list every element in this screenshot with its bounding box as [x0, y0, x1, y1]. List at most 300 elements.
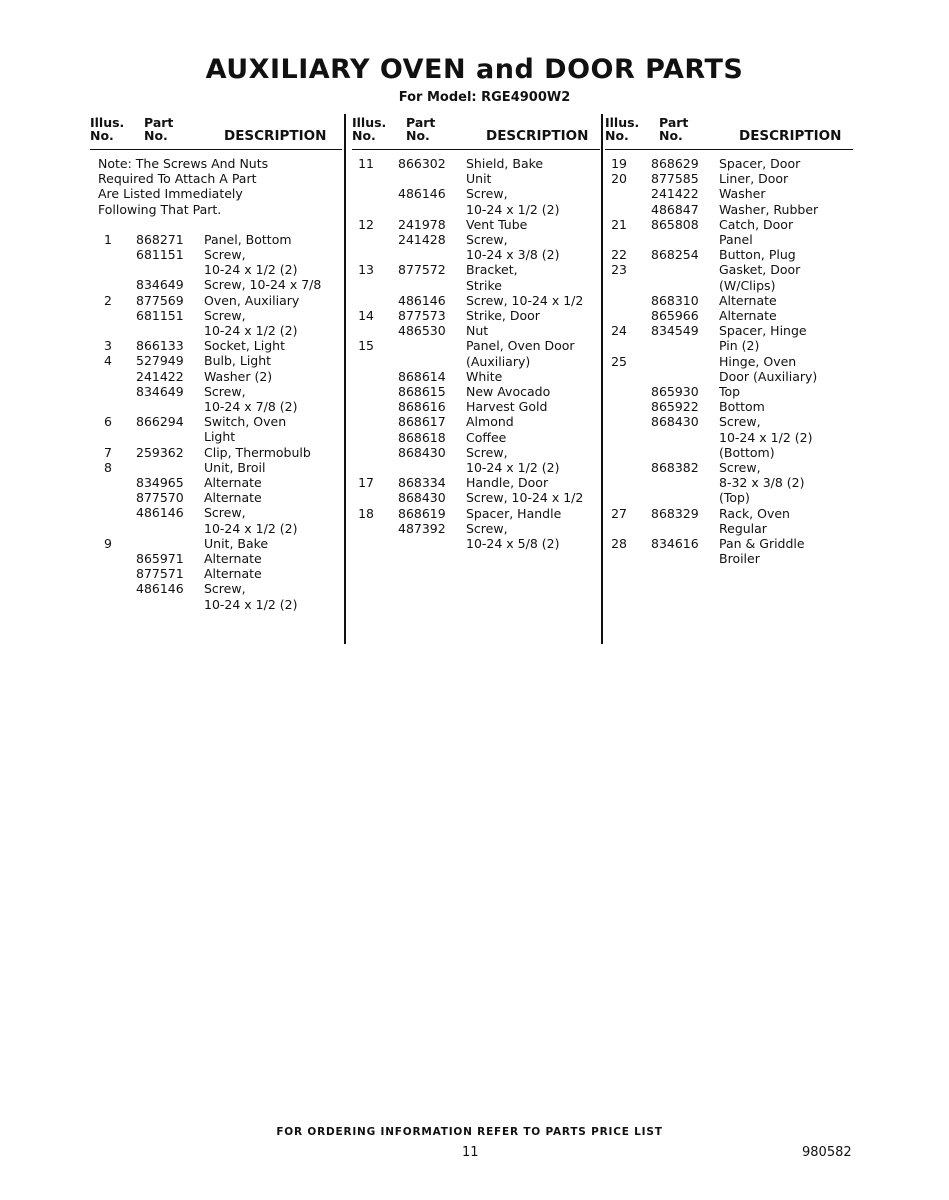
parts-row	[605, 475, 853, 490]
part-description: Strike, Door	[466, 308, 540, 324]
illus-number	[605, 475, 627, 490]
part-number: 868614	[398, 368, 446, 384]
parts-row	[605, 247, 853, 262]
part-number: 868430	[398, 444, 446, 460]
illus-number	[352, 460, 374, 475]
part-description: Alternate	[204, 551, 262, 567]
illus-number: 21	[611, 216, 627, 232]
part-number	[374, 278, 464, 293]
illus-number	[352, 384, 374, 399]
parts-row	[352, 521, 600, 536]
illus-number	[605, 430, 627, 445]
part-description: Oven, Auxiliary	[204, 292, 300, 308]
part-description: Screw, 10-24 x 7/8	[204, 277, 322, 293]
part-description: Coffee	[466, 429, 507, 445]
part-number	[112, 521, 202, 536]
part-number: 486146	[398, 292, 446, 308]
parts-row	[90, 475, 342, 490]
parts-row	[605, 202, 853, 217]
parts-column-1	[90, 114, 342, 612]
part-number: 527949	[136, 353, 184, 369]
parts-row	[605, 430, 853, 445]
part-description: Alternate	[204, 490, 262, 506]
part-description: Switch, Oven	[204, 414, 287, 430]
illus-number	[352, 399, 374, 414]
part-number: 877585	[651, 171, 699, 187]
parts-row	[352, 490, 600, 505]
part-number: 877571	[136, 566, 184, 582]
illus-number	[605, 414, 627, 429]
part-description: Liner, Door	[719, 171, 789, 187]
illus-number	[90, 490, 112, 505]
parts-row	[352, 338, 600, 353]
part-description: Unit, Broil	[204, 459, 266, 475]
illus-number	[352, 430, 374, 445]
part-number: 241978	[398, 216, 446, 232]
part-description: Socket, Light	[204, 338, 285, 354]
part-number	[627, 232, 717, 247]
part-description: Unit	[466, 171, 492, 187]
illus-number: 22	[611, 247, 627, 263]
part-description: Washer, Rubber	[719, 201, 819, 217]
illus-number: 25	[611, 353, 627, 369]
parts-row	[352, 384, 600, 399]
part-description: Gasket, Door	[719, 262, 801, 278]
part-number: 834649	[136, 383, 184, 399]
part-number: 868430	[651, 414, 699, 430]
part-number	[627, 262, 717, 277]
illus-number: 4	[104, 353, 112, 369]
parts-row	[352, 278, 600, 293]
part-description: 10-24 x 1/2 (2)	[466, 460, 560, 476]
parts-row	[90, 536, 342, 551]
part-description: Screw,	[719, 460, 761, 476]
parts-row	[90, 566, 342, 581]
part-description: Hinge, Oven	[719, 353, 797, 369]
part-number	[627, 490, 717, 505]
parts-row	[352, 460, 600, 475]
part-number	[374, 354, 464, 369]
part-no-header: Part No.	[144, 115, 174, 143]
parts-row	[352, 506, 600, 521]
part-number: 486847	[651, 201, 699, 217]
description-header: DESCRIPTION	[224, 128, 327, 144]
parts-row	[352, 247, 600, 262]
illus-number	[90, 475, 112, 490]
part-number: 866302	[398, 156, 446, 171]
illus-number	[352, 293, 374, 308]
part-number: 877573	[398, 308, 446, 324]
illus-number	[605, 338, 627, 353]
part-number: 868329	[651, 505, 699, 521]
illus-number	[90, 597, 112, 612]
part-number: 865966	[651, 308, 699, 324]
part-description: 10-24 x 5/8 (2)	[466, 536, 560, 552]
part-number: 868271	[136, 231, 184, 247]
illus-number	[605, 490, 627, 505]
part-number: 834649	[136, 277, 184, 293]
illus-number: 9	[104, 535, 112, 551]
parts-list	[90, 156, 342, 612]
part-number	[374, 536, 464, 551]
illus-number	[605, 202, 627, 217]
column-header	[352, 114, 600, 150]
parts-row	[90, 551, 342, 566]
page-title: AUXILIARY OVEN and DOOR PARTS	[205, 54, 744, 85]
parts-row	[352, 414, 600, 429]
parts-row	[90, 490, 342, 505]
parts-row	[90, 369, 342, 384]
part-description: (W/Clips)	[719, 277, 776, 293]
part-number: 834616	[651, 536, 699, 552]
part-description: 10-24 x 3/8 (2)	[466, 247, 560, 263]
part-description: Spacer, Handle	[466, 505, 562, 521]
part-number: 868382	[651, 460, 699, 476]
parts-row	[90, 521, 342, 536]
illus-number	[605, 521, 627, 536]
illus-number	[90, 384, 112, 399]
part-number: 868615	[398, 384, 446, 400]
part-description: Bottom	[719, 399, 765, 415]
illus-number	[352, 278, 374, 293]
parts-row	[605, 369, 853, 384]
part-number	[627, 551, 717, 566]
part-description: 10-24 x 1/2 (2)	[204, 262, 298, 278]
part-number: 487392	[398, 520, 446, 536]
column-header	[605, 114, 853, 150]
part-description: (Bottom)	[719, 444, 775, 460]
parts-row	[352, 475, 600, 490]
illus-number: 1	[104, 231, 112, 247]
part-number: 241428	[398, 232, 446, 248]
illus-number	[90, 521, 112, 536]
part-description: Alternate	[204, 475, 262, 491]
column-header	[90, 114, 342, 150]
part-number: 868616	[398, 399, 446, 415]
part-number	[112, 460, 202, 475]
parts-row	[90, 460, 342, 475]
parts-row	[352, 202, 600, 217]
illus-no-header: Illus. No.	[352, 115, 387, 143]
part-description: Panel	[719, 232, 753, 248]
part-number: 681151	[136, 307, 184, 323]
part-description: Alternate	[719, 292, 777, 308]
part-description: Clip, Thermobulb	[204, 444, 311, 460]
part-number	[374, 247, 464, 262]
parts-row	[90, 232, 342, 247]
illus-number	[90, 262, 112, 277]
parts-row	[605, 551, 853, 566]
part-description: New Avocado	[466, 384, 551, 400]
part-description: Screw,	[719, 414, 761, 430]
part-description: Screw,	[204, 581, 246, 597]
part-number: 259362	[136, 444, 184, 460]
parts-row	[352, 369, 600, 384]
parts-row	[90, 353, 342, 368]
part-number: 868334	[398, 475, 446, 491]
illus-number	[352, 536, 374, 551]
part-number: 865808	[651, 216, 699, 232]
parts-row	[90, 505, 342, 520]
part-description: Almond	[466, 414, 514, 430]
illus-number: 17	[358, 475, 374, 491]
parts-row	[605, 217, 853, 232]
part-number: 866133	[136, 338, 184, 354]
parts-row	[352, 186, 600, 201]
parts-row	[90, 399, 342, 414]
document-number: 980582	[802, 1145, 852, 1160]
parts-row	[352, 217, 600, 232]
illus-number	[605, 369, 627, 384]
parts-row	[90, 597, 342, 612]
part-description: Panel, Oven Door	[466, 338, 575, 354]
part-number: 868617	[398, 414, 446, 430]
illus-number	[352, 202, 374, 217]
illus-number	[90, 247, 112, 262]
column-divider	[601, 114, 603, 644]
parts-row	[605, 232, 853, 247]
part-number: 834549	[651, 323, 699, 339]
parts-row	[352, 430, 600, 445]
parts-row	[90, 429, 342, 444]
part-number: 868629	[651, 156, 699, 171]
part-no-header: Part No.	[406, 115, 436, 143]
parts-row	[90, 277, 342, 292]
illus-number	[352, 247, 374, 262]
illus-number: 11	[358, 156, 374, 171]
note-block	[90, 156, 342, 217]
illus-number	[605, 308, 627, 323]
part-number	[374, 460, 464, 475]
part-number: 868619	[398, 505, 446, 521]
illus-number: 27	[611, 505, 627, 521]
description-header: DESCRIPTION	[486, 128, 589, 144]
part-number: 865971	[136, 551, 184, 567]
part-number	[627, 475, 717, 490]
part-description: Screw,	[466, 520, 508, 536]
illus-number	[352, 445, 374, 460]
illus-number: 19	[611, 156, 627, 171]
part-no-header: Part No.	[659, 115, 689, 143]
illus-number	[352, 323, 374, 338]
illus-number: 23	[611, 262, 627, 278]
part-description: 10-24 x 1/2 (2)	[204, 323, 298, 339]
part-description: Button, Plug	[719, 247, 796, 263]
part-number: 877569	[136, 292, 184, 308]
illus-number: 28	[611, 536, 627, 552]
illus-number	[605, 399, 627, 414]
part-description: Bracket,	[466, 262, 518, 278]
parts-row	[90, 293, 342, 308]
part-description: (Auxiliary)	[466, 353, 531, 369]
part-description: Strike	[466, 277, 502, 293]
illus-number	[90, 581, 112, 596]
part-number	[627, 521, 717, 536]
part-number: 877572	[398, 262, 446, 278]
illus-number	[605, 445, 627, 460]
illus-number	[605, 460, 627, 475]
parts-row	[605, 536, 853, 551]
parts-row	[90, 247, 342, 262]
part-description: Screw,	[466, 232, 508, 248]
illus-number	[90, 369, 112, 384]
part-description: Screw,	[204, 505, 246, 521]
parts-row	[605, 414, 853, 429]
column-divider	[344, 114, 346, 644]
part-description: Regular	[719, 520, 767, 536]
part-description: Light	[204, 429, 236, 445]
part-description: Unit, Bake	[204, 535, 269, 551]
part-number	[112, 597, 202, 612]
parts-row	[90, 262, 342, 277]
description-header: DESCRIPTION	[739, 128, 842, 144]
note-line: Required To Attach A Part	[98, 171, 257, 187]
part-description: Panel, Bottom	[204, 231, 292, 247]
part-number	[374, 171, 464, 186]
part-description: Harvest Gold	[466, 399, 548, 415]
illus-number: 18	[358, 505, 374, 521]
part-description: (Top)	[719, 490, 750, 506]
part-description: Pan & Griddle	[719, 536, 805, 552]
part-number: 868618	[398, 429, 446, 445]
parts-row	[352, 171, 600, 186]
part-number	[627, 369, 717, 384]
illus-number	[352, 354, 374, 369]
illus-number	[352, 186, 374, 201]
part-number	[112, 536, 202, 551]
part-number	[374, 338, 464, 353]
parts-row	[90, 308, 342, 323]
part-number	[112, 399, 202, 414]
parts-row	[90, 384, 342, 399]
model-subtitle: For Model: RGE4900W2	[398, 90, 571, 105]
part-description: Broiler	[719, 551, 760, 567]
note-line: Are Listed Immediately	[98, 186, 243, 202]
part-number: 868254	[651, 247, 699, 263]
illus-number: 15	[358, 338, 374, 354]
part-description: White	[466, 368, 503, 384]
part-description: Screw,	[204, 307, 246, 323]
part-description: Screw, 10-24 x 1/2	[466, 292, 584, 308]
page-number: 11	[462, 1145, 479, 1160]
illus-number	[90, 277, 112, 292]
parts-row	[605, 384, 853, 399]
illus-number: 3	[104, 338, 112, 354]
illus-number: 12	[358, 216, 374, 232]
parts-row	[352, 399, 600, 414]
illus-number: 13	[358, 262, 374, 278]
part-description: Handle, Door	[466, 475, 549, 491]
part-number: 868310	[651, 292, 699, 308]
part-number	[112, 262, 202, 277]
parts-row	[90, 414, 342, 429]
part-description: Alternate	[204, 566, 262, 582]
part-description: 10-24 x 7/8 (2)	[204, 399, 298, 415]
part-description: 10-24 x 1/2 (2)	[204, 596, 298, 612]
part-number: 486146	[136, 505, 184, 521]
illus-number	[605, 551, 627, 566]
illus-number: 6	[104, 414, 112, 430]
part-number	[374, 202, 464, 217]
illus-number	[605, 232, 627, 247]
part-number	[627, 278, 717, 293]
part-description: Shield, Bake	[466, 156, 544, 171]
parts-row	[605, 506, 853, 521]
parts-row	[605, 323, 853, 338]
parts-row	[352, 354, 600, 369]
part-number: 865930	[651, 384, 699, 400]
parts-row	[90, 581, 342, 596]
part-number: 868430	[398, 490, 446, 506]
parts-row	[605, 354, 853, 369]
part-description: Alternate	[719, 308, 777, 324]
note-line: Note: The Screws And Nuts	[98, 156, 269, 171]
part-number: 834965	[136, 475, 184, 491]
parts-row	[90, 323, 342, 338]
illus-number: 20	[611, 171, 627, 187]
part-number: 486530	[398, 323, 446, 339]
part-description: Screw,	[204, 383, 246, 399]
part-number	[112, 429, 202, 444]
ordering-footer: FOR ORDERING INFORMATION REFER TO PARTS PRICE LIST	[276, 1126, 663, 1138]
parts-list	[352, 156, 600, 551]
parts-row	[605, 445, 853, 460]
illus-number	[605, 278, 627, 293]
illus-number: 7	[104, 444, 112, 460]
part-description: Screw, 10-24 x 1/2	[466, 490, 584, 506]
parts-row	[352, 445, 600, 460]
parts-row	[605, 460, 853, 475]
parts-row	[605, 171, 853, 186]
parts-row	[605, 156, 853, 171]
part-description: Catch, Door	[719, 216, 794, 232]
parts-row	[352, 232, 600, 247]
parts-column-2	[352, 114, 600, 551]
illus-number	[90, 323, 112, 338]
part-number: 681151	[136, 247, 184, 263]
part-description: Screw,	[204, 247, 246, 263]
part-number: 241422	[651, 186, 699, 202]
part-number: 486146	[398, 186, 446, 202]
part-number: 865922	[651, 399, 699, 415]
part-description: 10-24 x 1/2 (2)	[204, 520, 298, 536]
illus-number: 14	[358, 308, 374, 324]
illus-number	[90, 429, 112, 444]
part-number	[627, 430, 717, 445]
parts-row	[605, 186, 853, 201]
part-description: Bulb, Light	[204, 353, 272, 369]
parts-row	[605, 338, 853, 353]
part-description: Screw,	[466, 444, 508, 460]
part-description: Washer (2)	[204, 368, 273, 384]
illus-number	[90, 505, 112, 520]
parts-row	[352, 293, 600, 308]
illus-no-header: Illus. No.	[90, 115, 125, 143]
illus-number	[605, 293, 627, 308]
illus-number	[90, 551, 112, 566]
illus-number	[90, 566, 112, 581]
illus-number: 24	[611, 323, 627, 339]
parts-row	[605, 262, 853, 277]
illus-number	[352, 521, 374, 536]
parts-row	[605, 399, 853, 414]
illus-number	[352, 414, 374, 429]
part-number	[627, 338, 717, 353]
part-number: 866294	[136, 414, 184, 430]
part-description: Rack, Oven	[719, 505, 790, 521]
part-description: Spacer, Hinge	[719, 323, 807, 339]
part-number	[627, 445, 717, 460]
